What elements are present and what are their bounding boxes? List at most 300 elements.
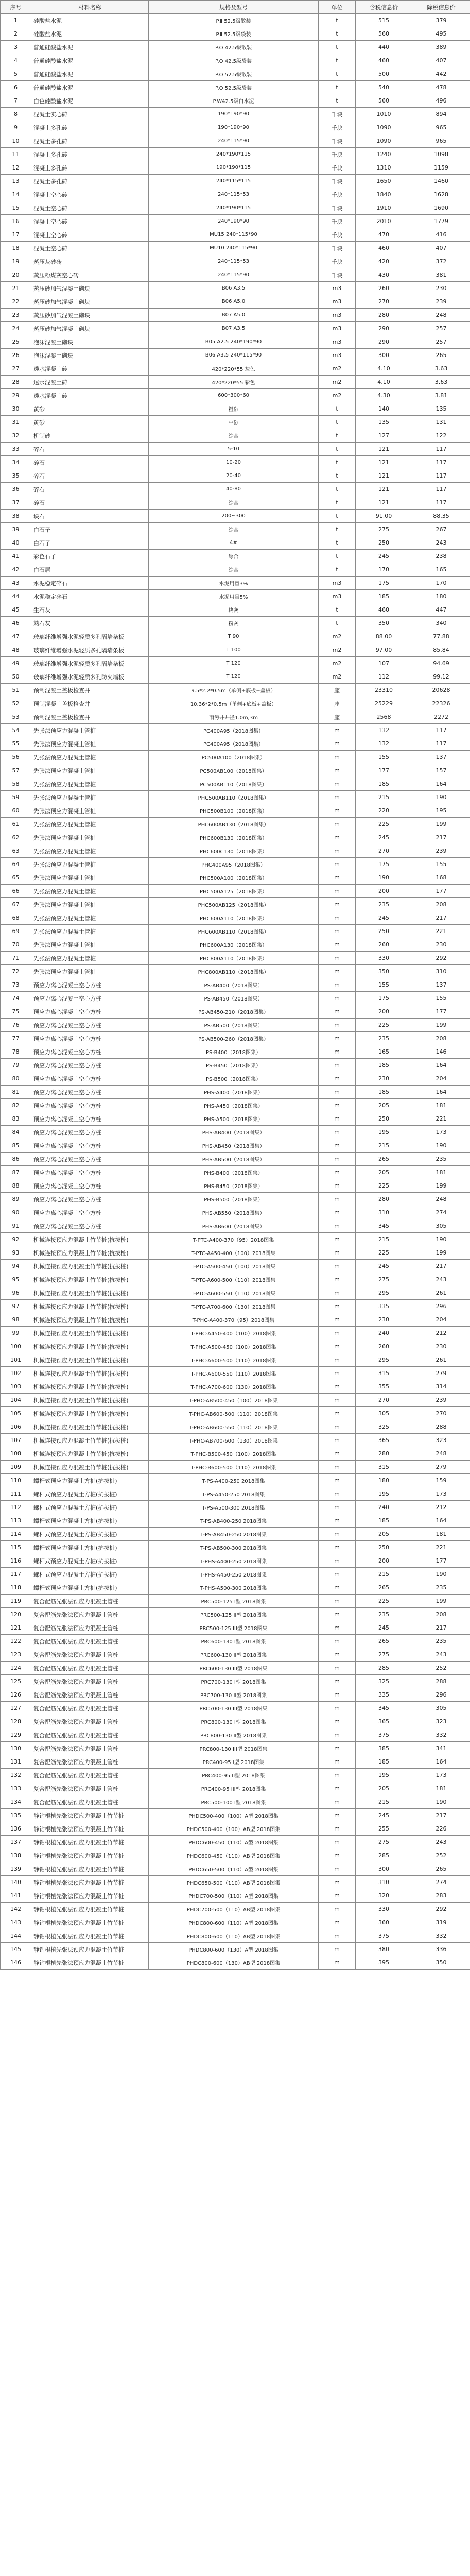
cell-material-name: 混凝土多孔砖 [31, 148, 149, 161]
cell-index: 65 [1, 871, 31, 885]
table-row [1, 27, 470, 41]
cell-index: 80 [1, 1072, 31, 1086]
cell-index: 118 [1, 1581, 31, 1595]
cell-material-name: 机制砂 [31, 429, 149, 443]
cell-index: 94 [1, 1260, 31, 1273]
cell-index: 88 [1, 1179, 31, 1193]
cell-price-with-tax: 1090 [356, 121, 412, 134]
cell-price-without-tax: 296 [412, 1300, 470, 1313]
table-row [1, 603, 470, 617]
cell-price-without-tax: 323 [412, 1434, 470, 1447]
table-row [1, 1286, 470, 1300]
cell-price-without-tax: 117 [412, 456, 470, 469]
cell-unit: m [319, 1568, 356, 1581]
cell-price-with-tax: 215 [356, 1233, 412, 1246]
cell-material-name: 泡沫混凝土砌块 [31, 335, 149, 349]
cell-price-with-tax: 240 [356, 1501, 412, 1514]
cell-unit: m [319, 1045, 356, 1059]
cell-material-name: 预应力离心混凝土空心方桩 [31, 1193, 149, 1206]
cell-spec: T-PS-A450-250 2018图集 [149, 1487, 319, 1501]
table-row [1, 1179, 470, 1193]
cell-price-without-tax: 252 [412, 1662, 470, 1675]
cell-price-without-tax: 274 [412, 1876, 470, 1889]
table-row [1, 831, 470, 844]
table-row [1, 1487, 470, 1501]
cell-material-name: 预应力离心混凝土空心方桩 [31, 1086, 149, 1099]
cell-price-without-tax: 217 [412, 1621, 470, 1635]
table-row [1, 1019, 470, 1032]
cell-price-without-tax: 164 [412, 1755, 470, 1769]
table-row [1, 188, 470, 201]
cell-unit: m [319, 952, 356, 965]
cell-price-without-tax: 85.84 [412, 643, 470, 657]
cell-unit: m [319, 1528, 356, 1541]
cell-unit: m [319, 1862, 356, 1876]
cell-material-name: 先张法预应力混凝土管桩 [31, 965, 149, 978]
cell-unit: m [319, 831, 356, 844]
table-row [1, 376, 470, 389]
cell-price-with-tax: 215 [356, 1568, 412, 1581]
cell-index: 142 [1, 1903, 31, 1916]
cell-index: 106 [1, 1420, 31, 1434]
table-row [1, 1608, 470, 1621]
cell-index: 13 [1, 175, 31, 188]
cell-material-name: 黄砂 [31, 402, 149, 416]
cell-price-without-tax: 235 [412, 1635, 470, 1648]
cell-price-with-tax: 355 [356, 1380, 412, 1394]
cell-material-name: 螺杆式预应力混凝土方桩(抗拔桩) [31, 1528, 149, 1541]
cell-unit: m [319, 1621, 356, 1635]
table-row [1, 255, 470, 268]
cell-spec: PHC800A110（2018图集） [149, 952, 319, 965]
cell-material-name: 玻璃纤维增强水泥轻质多孔隔墙条板 [31, 657, 149, 670]
cell-spec: PS-AB450-210（2018图集） [149, 1005, 319, 1019]
cell-spec: PHC400A95（2018图集） [149, 858, 319, 871]
table-row [1, 1782, 470, 1795]
cell-material-name: 复合配筋先张法预应力混凝土管桩 [31, 1595, 149, 1608]
cell-index: 82 [1, 1099, 31, 1112]
cell-index: 138 [1, 1849, 31, 1862]
cell-material-name: 机械连接预应力混凝土竹节桩(抗拔桩) [31, 1367, 149, 1380]
table-row [1, 1849, 470, 1862]
cell-index: 75 [1, 1005, 31, 1019]
cell-spec: PHC500AB110（2018图集） [149, 791, 319, 804]
cell-material-name: 先张法预应力混凝土管桩 [31, 831, 149, 844]
cell-price-without-tax: 165 [412, 563, 470, 577]
cell-material-name: 静钻根植先张法预应力混凝土竹节桩 [31, 1916, 149, 1929]
cell-unit: m [319, 1554, 356, 1568]
cell-price-with-tax: 23310 [356, 684, 412, 697]
cell-spec: 水泥用量3% [149, 577, 319, 590]
table-row [1, 1795, 470, 1809]
cell-unit: m [319, 1903, 356, 1916]
cell-price-without-tax: 208 [412, 1032, 470, 1045]
cell-material-name: 混凝土空心砖 [31, 188, 149, 201]
table-row [1, 1501, 470, 1514]
cell-index: 24 [1, 322, 31, 335]
cell-price-without-tax: 3.81 [412, 389, 470, 402]
cell-material-name: 复合配筋先张法预应力混凝土管桩 [31, 1715, 149, 1728]
cell-spec: PRC600-130 III型 2018图集 [149, 1662, 319, 1675]
cell-price-with-tax: 1090 [356, 134, 412, 148]
cell-spec: PHS-AB600（2018图集） [149, 1219, 319, 1233]
cell-index: 62 [1, 831, 31, 844]
cell-index: 145 [1, 1943, 31, 1956]
cell-unit: m [319, 1809, 356, 1822]
cell-spec: 中砂 [149, 416, 319, 429]
cell-price-without-tax: 323 [412, 1715, 470, 1728]
cell-price-with-tax: 230 [356, 1313, 412, 1327]
cell-index: 81 [1, 1086, 31, 1099]
cell-price-with-tax: 205 [356, 1099, 412, 1112]
cell-index: 58 [1, 777, 31, 791]
cell-price-without-tax: 319 [412, 1916, 470, 1929]
cell-material-name: 生石灰 [31, 603, 149, 617]
table-row [1, 1300, 470, 1313]
table-row [1, 1367, 470, 1380]
cell-price-with-tax: 270 [356, 1394, 412, 1407]
cell-index: 42 [1, 563, 31, 577]
cell-price-with-tax: 25229 [356, 697, 412, 710]
cell-price-without-tax: 173 [412, 1487, 470, 1501]
cell-index: 66 [1, 885, 31, 898]
cell-spec: PHC600A110（2018图集） [149, 911, 319, 925]
cell-spec: 综合 [149, 550, 319, 563]
cell-material-name: 先张法预应力混凝土管桩 [31, 925, 149, 938]
cell-unit: m [319, 1246, 356, 1260]
cell-unit: m [319, 965, 356, 978]
cell-unit: m [319, 1715, 356, 1728]
cell-unit: m [319, 1420, 356, 1434]
cell-price-without-tax: 1098 [412, 148, 470, 161]
header-material-name: 材料名称 [31, 1, 149, 14]
cell-unit: m [319, 898, 356, 911]
cell-price-without-tax: 199 [412, 1595, 470, 1608]
cell-spec: 240*190*115 [149, 201, 319, 215]
cell-material-name: 静钻根植先张法预应力混凝土竹节桩 [31, 1943, 149, 1956]
cell-index: 19 [1, 255, 31, 268]
table-row [1, 41, 470, 54]
cell-unit: m3 [319, 322, 356, 335]
cell-material-name: 碎石 [31, 483, 149, 496]
cell-index: 45 [1, 603, 31, 617]
cell-material-name: 预应力离心混凝土空心方桩 [31, 992, 149, 1005]
cell-unit: m [319, 1367, 356, 1380]
cell-unit: m [319, 1179, 356, 1193]
cell-material-name: 机械连接预应力混凝土竹节桩(抗拔桩) [31, 1286, 149, 1300]
cell-price-with-tax: 345 [356, 1702, 412, 1715]
cell-material-name: 先张法预应力混凝土管桩 [31, 751, 149, 764]
cell-index: 90 [1, 1206, 31, 1219]
table-row [1, 1072, 470, 1086]
cell-price-with-tax: 205 [356, 1166, 412, 1179]
cell-spec: PHC500AB125（2018图集） [149, 898, 319, 911]
table-row [1, 1702, 470, 1715]
cell-price-without-tax: 340 [412, 617, 470, 630]
cell-price-without-tax: 173 [412, 1126, 470, 1139]
cell-material-name: 先张法预应力混凝土管桩 [31, 764, 149, 777]
cell-unit: m3 [319, 282, 356, 295]
table-row [1, 1447, 470, 1461]
table-row [1, 1715, 470, 1728]
table-row [1, 1742, 470, 1755]
cell-price-with-tax: 310 [356, 1206, 412, 1219]
table-row [1, 161, 470, 175]
cell-material-name: 混凝土空心砖 [31, 228, 149, 242]
cell-index: 137 [1, 1836, 31, 1849]
cell-spec: 综合 [149, 496, 319, 510]
table-row [1, 1233, 470, 1246]
cell-material-name: 复合配筋先张法预应力混凝土管桩 [31, 1675, 149, 1688]
cell-index: 36 [1, 483, 31, 496]
cell-index: 52 [1, 697, 31, 710]
cell-spec: T-PS-AB400-250 2018图集 [149, 1514, 319, 1528]
cell-price-with-tax: 560 [356, 94, 412, 108]
cell-unit: m [319, 911, 356, 925]
cell-material-name: 预应力离心混凝土空心方桩 [31, 1059, 149, 1072]
cell-price-without-tax: 177 [412, 1005, 470, 1019]
cell-index: 1 [1, 14, 31, 27]
cell-spec: 190*190*115 [149, 161, 319, 175]
cell-spec: PHC500A125（2018图集） [149, 885, 319, 898]
cell-price-without-tax: 261 [412, 1353, 470, 1367]
cell-price-without-tax: 181 [412, 1782, 470, 1795]
cell-unit: m [319, 1380, 356, 1394]
cell-price-with-tax: 265 [356, 1581, 412, 1595]
cell-material-name: 机械连接预应力混凝土竹节桩(抗拔桩) [31, 1407, 149, 1420]
cell-unit: t [319, 617, 356, 630]
cell-spec: T-PHS-A500-300 2018图集 [149, 1581, 319, 1595]
cell-price-without-tax: 99.12 [412, 670, 470, 684]
cell-material-name: 螺杆式预应力混凝土方桩(抗拔桩) [31, 1514, 149, 1528]
cell-spec: PS-AB400（2018图集） [149, 978, 319, 992]
cell-index: 7 [1, 94, 31, 108]
cell-material-name: 螺杆式预应力混凝土方桩(抗拔桩) [31, 1474, 149, 1487]
cell-price-with-tax: 290 [356, 335, 412, 349]
cell-price-without-tax: 190 [412, 1795, 470, 1809]
cell-price-with-tax: 88.00 [356, 630, 412, 643]
cell-unit: m [319, 1675, 356, 1688]
cell-price-without-tax: 217 [412, 1809, 470, 1822]
cell-material-name: 预制混凝土盖板检查井 [31, 710, 149, 724]
cell-index: 10 [1, 134, 31, 148]
table-row [1, 858, 470, 871]
table-row [1, 885, 470, 898]
table-row [1, 590, 470, 603]
cell-price-with-tax: 300 [356, 1862, 412, 1876]
cell-price-with-tax: 245 [356, 1621, 412, 1635]
cell-price-without-tax: 296 [412, 1688, 470, 1702]
cell-price-without-tax: 279 [412, 1367, 470, 1380]
cell-unit: m2 [319, 630, 356, 643]
cell-price-with-tax: 1650 [356, 175, 412, 188]
cell-price-with-tax: 325 [356, 1675, 412, 1688]
cell-price-without-tax: 190 [412, 1233, 470, 1246]
cell-index: 112 [1, 1501, 31, 1514]
cell-spec: MU15 240*115*90 [149, 228, 319, 242]
cell-unit: m [319, 1233, 356, 1246]
cell-material-name: 普通硅酸盐水泥 [31, 54, 149, 67]
cell-price-without-tax: 212 [412, 1501, 470, 1514]
cell-spec: PHDC800-600（130）AB型 2018图集 [149, 1956, 319, 1970]
cell-unit: t [319, 14, 356, 27]
table-row [1, 1059, 470, 1072]
table-row [1, 228, 470, 242]
cell-index: 96 [1, 1286, 31, 1300]
cell-index: 100 [1, 1340, 31, 1353]
table-row [1, 510, 470, 523]
table-row [1, 978, 470, 992]
cell-index: 86 [1, 1153, 31, 1166]
cell-unit: m [319, 1889, 356, 1903]
cell-index: 76 [1, 1019, 31, 1032]
cell-spec: B07 A3.5 [149, 322, 319, 335]
cell-material-name: 先张法预应力混凝土管桩 [31, 791, 149, 804]
cell-price-with-tax: 175 [356, 858, 412, 871]
table-row [1, 630, 470, 643]
cell-material-name: 静钻根植先张法预应力混凝土竹节桩 [31, 1862, 149, 1876]
cell-spec: 4# [149, 536, 319, 550]
cell-price-without-tax: 117 [412, 737, 470, 751]
cell-price-without-tax: 199 [412, 1179, 470, 1193]
cell-price-without-tax: 230 [412, 938, 470, 952]
cell-price-with-tax: 225 [356, 1595, 412, 1608]
cell-price-with-tax: 280 [356, 1193, 412, 1206]
cell-spec: PS-B450（2018图集） [149, 1059, 319, 1072]
cell-price-with-tax: 245 [356, 550, 412, 563]
cell-unit: 千块 [319, 108, 356, 121]
cell-index: 43 [1, 577, 31, 590]
cell-unit: m [319, 764, 356, 777]
cell-spec: PHC600AB130（2018图集） [149, 818, 319, 831]
table-row [1, 1836, 470, 1849]
cell-spec: PHDC600-450（110）A型 2018图集 [149, 1836, 319, 1849]
cell-price-without-tax: 135 [412, 402, 470, 416]
cell-price-without-tax: 217 [412, 1260, 470, 1273]
cell-unit: m [319, 1019, 356, 1032]
cell-material-name: 水泥稳定碎石 [31, 590, 149, 603]
table-row [1, 804, 470, 818]
cell-spec: PHDC500-400（100）A型 2018图集 [149, 1809, 319, 1822]
cell-index: 140 [1, 1876, 31, 1889]
cell-price-without-tax: 181 [412, 1166, 470, 1179]
cell-index: 11 [1, 148, 31, 161]
cell-spec: B06 A5.0 [149, 295, 319, 309]
cell-material-name: 螺杆式预应力混凝土方桩(抗拔桩) [31, 1554, 149, 1568]
cell-material-name: 复合配筋先张法预应力混凝土管桩 [31, 1728, 149, 1742]
table-row [1, 1099, 470, 1112]
cell-spec: 10.36*2*0.5m（单侧+底板+盖板） [149, 697, 319, 710]
cell-price-with-tax: 265 [356, 1635, 412, 1648]
cell-material-name: 螺杆式预应力混凝土方桩(抗拔桩) [31, 1568, 149, 1581]
cell-price-without-tax: 274 [412, 1206, 470, 1219]
cell-index: 32 [1, 429, 31, 443]
cell-material-name: 玻璃纤维增强水泥轻质多孔防火墙板 [31, 670, 149, 684]
cell-index: 12 [1, 161, 31, 175]
cell-price-with-tax: 200 [356, 885, 412, 898]
cell-price-without-tax: 212 [412, 1327, 470, 1340]
cell-price-without-tax: 381 [412, 268, 470, 282]
cell-material-name: 复合配筋先张法预应力混凝土管桩 [31, 1688, 149, 1702]
cell-price-without-tax: 122 [412, 429, 470, 443]
table-row [1, 965, 470, 978]
cell-spec: T-PHC-AB500-450（100）2018图集 [149, 1394, 319, 1407]
cell-spec: T-PHC-A500-450（100）2018图集 [149, 1340, 319, 1353]
cell-index: 130 [1, 1742, 31, 1755]
cell-material-name: 预应力离心混凝土空心方桩 [31, 1139, 149, 1153]
cell-material-name: 先张法预应力混凝土管桩 [31, 858, 149, 871]
cell-price-without-tax: 170 [412, 577, 470, 590]
cell-price-with-tax: 200 [356, 1554, 412, 1568]
cell-unit: 千块 [319, 121, 356, 134]
cell-index: 111 [1, 1487, 31, 1501]
cell-spec: PS-AB450（2018图集） [149, 992, 319, 1005]
cell-spec: PC400A95（2018图集） [149, 737, 319, 751]
cell-unit: m2 [319, 657, 356, 670]
cell-unit: m [319, 1005, 356, 1019]
cell-unit: m [319, 1474, 356, 1487]
cell-spec: B07 A5.0 [149, 309, 319, 322]
cell-price-with-tax: 380 [356, 1943, 412, 1956]
table-row [1, 443, 470, 456]
table-row [1, 335, 470, 349]
cell-index: 44 [1, 590, 31, 603]
cell-price-without-tax: 283 [412, 1889, 470, 1903]
cell-price-with-tax: 112 [356, 670, 412, 684]
header-price-without-tax: 除税信息价 [412, 1, 470, 14]
cell-spec: PRC600-130 II型 2018图集 [149, 1648, 319, 1662]
table-row [1, 617, 470, 630]
cell-spec: T-PHC-B600-500（110）2018图集 [149, 1461, 319, 1474]
cell-unit: m [319, 1032, 356, 1045]
header-index: 序号 [1, 1, 31, 14]
cell-material-name: 先张法预应力混凝土管桩 [31, 737, 149, 751]
table-row [1, 1568, 470, 1581]
cell-material-name: 玻璃纤维增强水泥轻质多孔隔墙条板 [31, 643, 149, 657]
cell-price-without-tax: 288 [412, 1675, 470, 1688]
cell-spec: 190*190*90 [149, 108, 319, 121]
table-row [1, 1434, 470, 1447]
cell-price-without-tax: 248 [412, 1447, 470, 1461]
cell-price-with-tax: 265 [356, 1153, 412, 1166]
cell-price-without-tax: 3.63 [412, 376, 470, 389]
cell-unit: m [319, 1166, 356, 1179]
cell-spec: PS-B400（2018图集） [149, 1045, 319, 1059]
cell-price-without-tax: 157 [412, 764, 470, 777]
cell-unit: 千块 [319, 148, 356, 161]
cell-material-name: 先张法预应力混凝土管桩 [31, 724, 149, 737]
cell-price-with-tax: 275 [356, 1648, 412, 1662]
cell-spec: T-PTC-A500-450（100）2018图集 [149, 1260, 319, 1273]
cell-spec: PHS-A400（2018图集） [149, 1086, 319, 1099]
table-row [1, 295, 470, 309]
cell-spec: PRC500-125 I型 2018图集 [149, 1595, 319, 1608]
cell-unit: m [319, 1126, 356, 1139]
cell-index: 9 [1, 121, 31, 134]
cell-unit: m3 [319, 590, 356, 603]
cell-index: 139 [1, 1862, 31, 1876]
cell-material-name: 混凝土空心砖 [31, 201, 149, 215]
cell-index: 8 [1, 108, 31, 121]
cell-price-without-tax: 238 [412, 550, 470, 563]
table-body [1, 14, 470, 1970]
cell-index: 87 [1, 1166, 31, 1179]
cell-price-with-tax: 1910 [356, 201, 412, 215]
table-row [1, 1260, 470, 1273]
cell-spec: T-PTC-A600-550（110）2018图集 [149, 1286, 319, 1300]
cell-price-with-tax: 230 [356, 1072, 412, 1086]
cell-price-with-tax: 350 [356, 617, 412, 630]
